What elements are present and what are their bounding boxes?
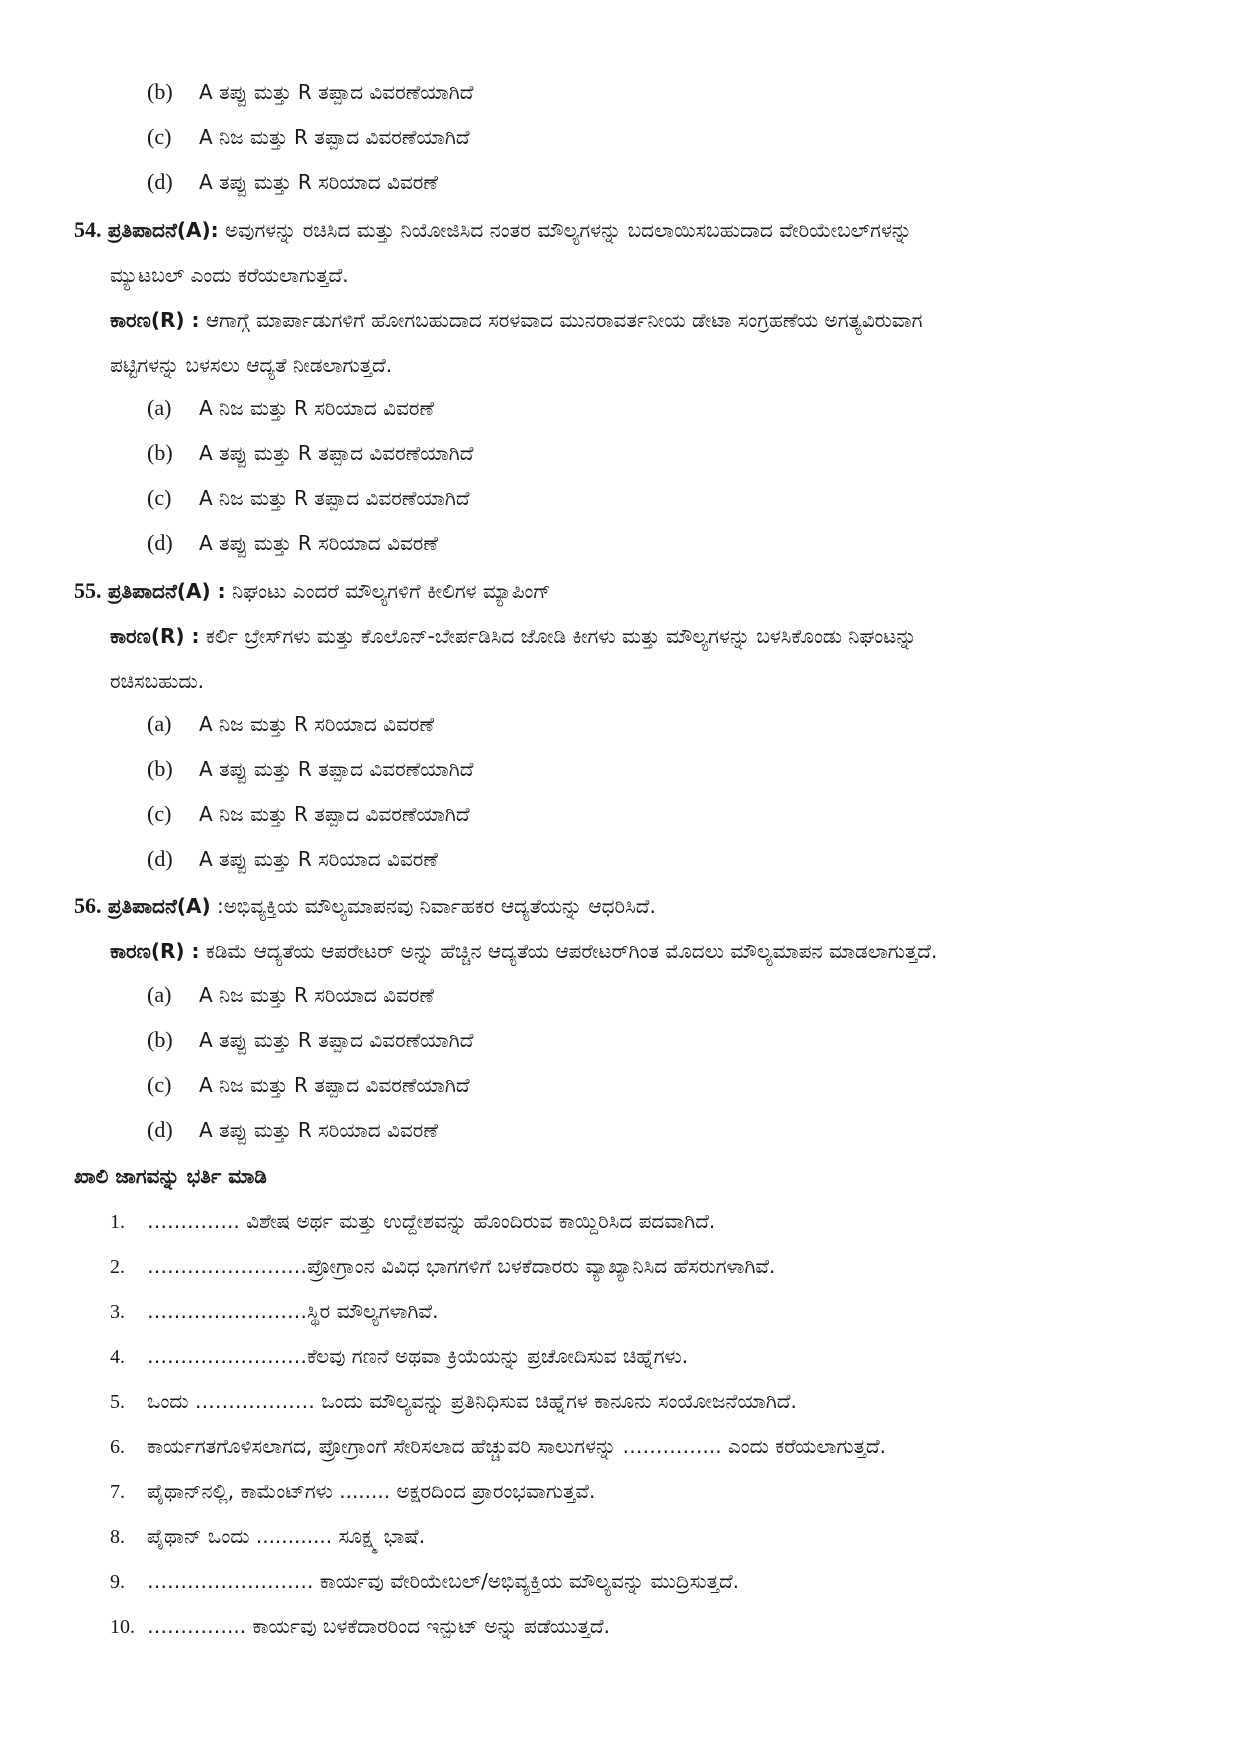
- assertion-text: ನಿಘಂಟು ಎಂದರೆ ಮೌಲ್ಯಗಳಿಗೆ ಕೀಲಿಗಳ ಮ್ಯಾಪಿಂಗ್: [231, 579, 551, 603]
- item-text: ಪೈಥಾನ್‌ನಲ್ಲಿ, ಕಾಮೆಂಟ್‌ಗಳು ........ ಅಕ್ಷರದಿಂದ ಪ್ರಾರಂಭವಾಗುತ್ತವೆ.: [147, 1479, 596, 1503]
- reason-label: ಕಾರಣ(R) :: [110, 939, 200, 963]
- option-text: A ತಪ್ಪು ಮತ್ತು R ಸರಿಯಾದ ವಿವರಣೆ: [199, 1118, 438, 1142]
- question-number: 55.: [74, 578, 102, 603]
- assertion-label: ಪ್ರತಿಪಾದನೆ(A):: [107, 218, 219, 242]
- option-text: A ನಿಜ ಮತ್ತು R ಸರಿಯಾದ ವಿವರಣೆ: [199, 983, 435, 1007]
- reason-text: ಕರ್ಲಿ ಬ್ರೇಸ್‌ಗಳು ಮತ್ತು ಕೊಲೊನ್-ಬೇರ್ಪಡಿಸಿದ ಜೋಡಿ ಕೀಗಳು ಮತ್ತು ಮೌಲ್ಯಗಳನ್ನು ಬಳಸಿಕೊಂಡು ನಿಘಂಟನ್ನು: [205, 624, 917, 648]
- option-item: [147, 1070, 470, 1100]
- blank-item: [110, 1386, 797, 1417]
- reason-label: ಕಾರಣ(R) :: [110, 624, 200, 648]
- option-letter: (b): [147, 79, 173, 104]
- option-item: [147, 1115, 438, 1145]
- item-text: ……………………ಕೆಲವು ಗಣನೆ ಅಥವಾ ಕ್ರಿಯೆಯನ್ನು ಪ್ರಚೋದಿಸುವ ಚಿಹ್ನೆಗಳು.: [147, 1344, 689, 1368]
- option-text: A ತಪ್ಪು ಮತ್ತು R ಸರಿಯಾದ ವಿವರಣೆ: [199, 847, 438, 871]
- item-text: ಕಾರ್ಯಗತಗೊಳಿಸಲಾಗದ, ಪ್ರೋಗ್ರಾಂಗೆ ಸೇರಿಸಲಾದ ಹೆಚ್ಚುವರಿ ಸಾಲುಗಳನ್ನು …………... ಎಂದು ಕರೆಯಲಾಗುತ್ತದೆ.: [147, 1434, 887, 1458]
- reason-label: ಕಾರಣ(R) :: [110, 308, 200, 332]
- question-54-reason: [110, 305, 922, 335]
- option-item: [147, 122, 470, 152]
- option-item: [147, 754, 473, 784]
- option-text: A ನಿಜ ಮತ್ತು R ಸರಿಯಾದ ವಿವರಣೆ: [199, 396, 435, 420]
- item-number: 2.: [110, 1256, 125, 1278]
- item-number: 10.: [110, 1616, 135, 1638]
- reason-text: ಆಗಾಗ್ಗೆ ಮಾರ್ಪಾಡುಗಳಿಗೆ ಹೋಗಬಹುದಾದ ಸರಳವಾದ ಮುನರಾವರ್ತನೀಯ ಡೇಟಾ ಸಂಗ್ರಹಣೆಯ ಅಗತ್ಯವಿರುವಾಗ: [205, 308, 923, 332]
- section-heading: ಖಾಲಿ ಜಾಗವನ್ನು ಭರ್ತಿ ಮಾಡಿ: [74, 1164, 267, 1188]
- item-number: 8.: [110, 1526, 125, 1548]
- option-text: A ತಪ್ಪು ಮತ್ತು R ತಪ್ಪಾದ ವಿವರಣೆಯಾಗಿದೆ: [199, 80, 474, 104]
- question-54-assertion: [74, 215, 912, 245]
- assertion-text: :ಅಭಿವ್ಯಕ್ತಿಯ ಮೌಲ್ಯಮಾಪನವು ನಿರ್ವಾಹಕರ ಆದ್ಯತೆಯನ್ನು ಆಧರಿಸಿದೆ.: [217, 894, 656, 918]
- option-text: A ತಪ್ಪು ಮತ್ತು R ಸರಿಯಾದ ವಿವರಣೆ: [199, 170, 438, 194]
- question-55-assertion: [74, 576, 551, 606]
- option-item: [147, 528, 438, 558]
- option-letter: (d): [147, 169, 173, 194]
- blank-item: [110, 1476, 595, 1507]
- option-item: [147, 393, 434, 423]
- question-number: 54.: [74, 217, 102, 242]
- option-item: [147, 709, 434, 739]
- option-letter: (b): [147, 756, 173, 781]
- question-56-reason: [110, 936, 937, 966]
- option-item: [147, 980, 434, 1010]
- option-text: A ನಿಜ ಮತ್ತು R ತಪ್ಪಾದ ವಿವರಣೆಯಾಗಿದೆ: [199, 802, 470, 826]
- reason-text: ಕಡಿಮೆ ಆದ್ಯತೆಯ ಆಪರೇಟರ್ ಅನ್ನು ಹೆಚ್ಚಿನ ಆದ್ಯತೆಯ ಆಪರೇಟರ್‌ಗಿಂತ ಮೊದಲು ಮೌಲ್ಯಮಾಪನ ಮಾಡಲಾಗುತ್ತದೆ.: [205, 939, 938, 963]
- option-letter: (b): [147, 1027, 173, 1052]
- question-55-reason: [110, 621, 917, 651]
- blank-item: [110, 1251, 775, 1282]
- option-letter: (c): [147, 1072, 172, 1097]
- assertion-text: ಅವುಗಳನ್ನು ರಚಿಸಿದ ಮತ್ತು ನಿಯೋಜಿಸಿದ ನಂತರ ಮೌಲ್ಯಗಳನ್ನು ಬದಲಾಯಿಸಬಹುದಾದ ವೇರಿಯೇಬಲ್‌ಗಳನ್ನು: [225, 218, 912, 242]
- option-letter: (a): [147, 395, 172, 420]
- option-text: A ತಪ್ಪು ಮತ್ತು R ಸರಿಯಾದ ವಿವರಣೆ: [199, 531, 438, 555]
- reason-text-cont: ಪಟ್ಟಿಗಳನ್ನು ಬಳಸಲು ಆದ್ಯತೆ ನೀಡಲಾಗುತ್ತದೆ.: [110, 353, 393, 377]
- blank-item: [110, 1521, 425, 1552]
- blank-item: [110, 1341, 688, 1372]
- item-number: 1.: [110, 1211, 125, 1233]
- option-letter: (b): [147, 440, 173, 465]
- item-number: 4.: [110, 1346, 125, 1368]
- option-text: A ನಿಜ ಮತ್ತು R ಸರಿಯಾದ ವಿವರಣೆ: [199, 712, 435, 736]
- option-item: [147, 844, 438, 874]
- option-item: [147, 77, 473, 107]
- option-item: [147, 167, 438, 197]
- option-text: A ತಪ್ಪು ಮತ್ತು R ತಪ್ಪಾದ ವಿವರಣೆಯಾಗಿದೆ: [199, 757, 474, 781]
- option-text: A ತಪ್ಪು ಮತ್ತು R ತಪ್ಪಾದ ವಿವರಣೆಯಾಗಿದೆ: [199, 1028, 474, 1052]
- option-letter: (d): [147, 846, 173, 871]
- blank-item: [110, 1566, 739, 1597]
- blank-item: [110, 1206, 715, 1237]
- option-letter: (d): [147, 1117, 173, 1142]
- item-number: 5.: [110, 1391, 125, 1413]
- assertion-label: ಪ್ರತಿಪಾದನೆ(A) :: [107, 579, 226, 603]
- option-letter: (a): [147, 711, 172, 736]
- option-letter: (a): [147, 982, 172, 1007]
- option-item: [147, 799, 470, 829]
- item-text: ಒಂದು ……………… ಒಂದು ಮೌಲ್ಯವನ್ನು ಪ್ರತಿನಿಧಿಸುವ ಚಿಹ್ನೆಗಳ ಕಾನೂನು ಸಂಯೋಜನೆಯಾಗಿದೆ.: [147, 1389, 797, 1413]
- option-text: A ನಿಜ ಮತ್ತು R ತಪ್ಪಾದ ವಿವರಣೆಯಾಗಿದೆ: [199, 125, 470, 149]
- option-item: [147, 483, 470, 513]
- option-letter: (d): [147, 530, 173, 555]
- item-number: 7.: [110, 1481, 125, 1503]
- option-item: [147, 438, 473, 468]
- item-text: ……………………ಪ್ರೋಗ್ರಾಂನ ವಿವಿಧ ಭಾಗಗಳಿಗೆ ಬಳಕೆದಾರರು ವ್ಯಾಖ್ಯಾನಿಸಿದ ಹೆಸರುಗಳಾಗಿವೆ.: [147, 1254, 776, 1278]
- item-number: 9.: [110, 1571, 125, 1593]
- reason-text-cont: ರಚಿಸಬಹುದು.: [110, 669, 205, 693]
- option-text: A ತಪ್ಪು ಮತ್ತು R ತಪ್ಪಾದ ವಿವರಣೆಯಾಗಿದೆ: [199, 441, 474, 465]
- item-number: 3.: [110, 1301, 125, 1323]
- assertion-label: ಪ್ರತಿಪಾದನೆ(A): [107, 894, 211, 918]
- item-text: ಪೈಥಾನ್ ಒಂದು ............ ಸೂಕ್ಷ್ಮ ಭಾಷೆ.: [147, 1524, 426, 1548]
- option-text: A ನಿಜ ಮತ್ತು R ತಪ್ಪಾದ ವಿವರಣೆಯಾಗಿದೆ: [199, 1073, 470, 1097]
- item-text: ……………………. ಕಾರ್ಯವು ವೇರಿಯೇಬಲ್/ಅಭಿವ್ಯಕ್ತಿಯ ಮೌಲ್ಯವನ್ನು ಮುದ್ರಿಸುತ್ತದೆ.: [147, 1569, 740, 1593]
- blank-item: [110, 1296, 438, 1327]
- blank-item: [110, 1431, 886, 1462]
- item-text: …………... ಕಾರ್ಯವು ಬಳಕೆದಾರರಿಂದ ಇನ್ಪುಟ್ ಅನ್ನು ಪಡೆಯುತ್ತದೆ.: [147, 1614, 610, 1638]
- option-letter: (c): [147, 124, 172, 149]
- option-letter: (c): [147, 801, 172, 826]
- item-number: 6.: [110, 1436, 125, 1458]
- item-text: ……………………ಸ್ಥಿರ ಮೌಲ್ಯಗಳಾಗಿವೆ.: [147, 1299, 439, 1323]
- item-text: ………….. ವಿಶೇಷ ಅರ್ಥ ಮತ್ತು ಉದ್ದೇಶವನ್ನು ಹೊಂದಿರುವ ಕಾಯ್ದಿರಿಸಿದ ಪದವಾಗಿದೆ.: [147, 1209, 716, 1233]
- question-56-assertion: [74, 891, 656, 921]
- option-text: A ನಿಜ ಮತ್ತು R ತಪ್ಪಾದ ವಿವರಣೆಯಾಗಿದೆ: [199, 486, 470, 510]
- blank-item: [110, 1611, 610, 1642]
- option-item: [147, 1025, 473, 1055]
- question-number: 56.: [74, 893, 102, 918]
- option-letter: (c): [147, 485, 172, 510]
- assertion-text-cont: ಮ್ಯುಟಬಲ್ ಎಂದು ಕರೆಯಲಾಗುತ್ತದೆ.: [110, 263, 349, 287]
